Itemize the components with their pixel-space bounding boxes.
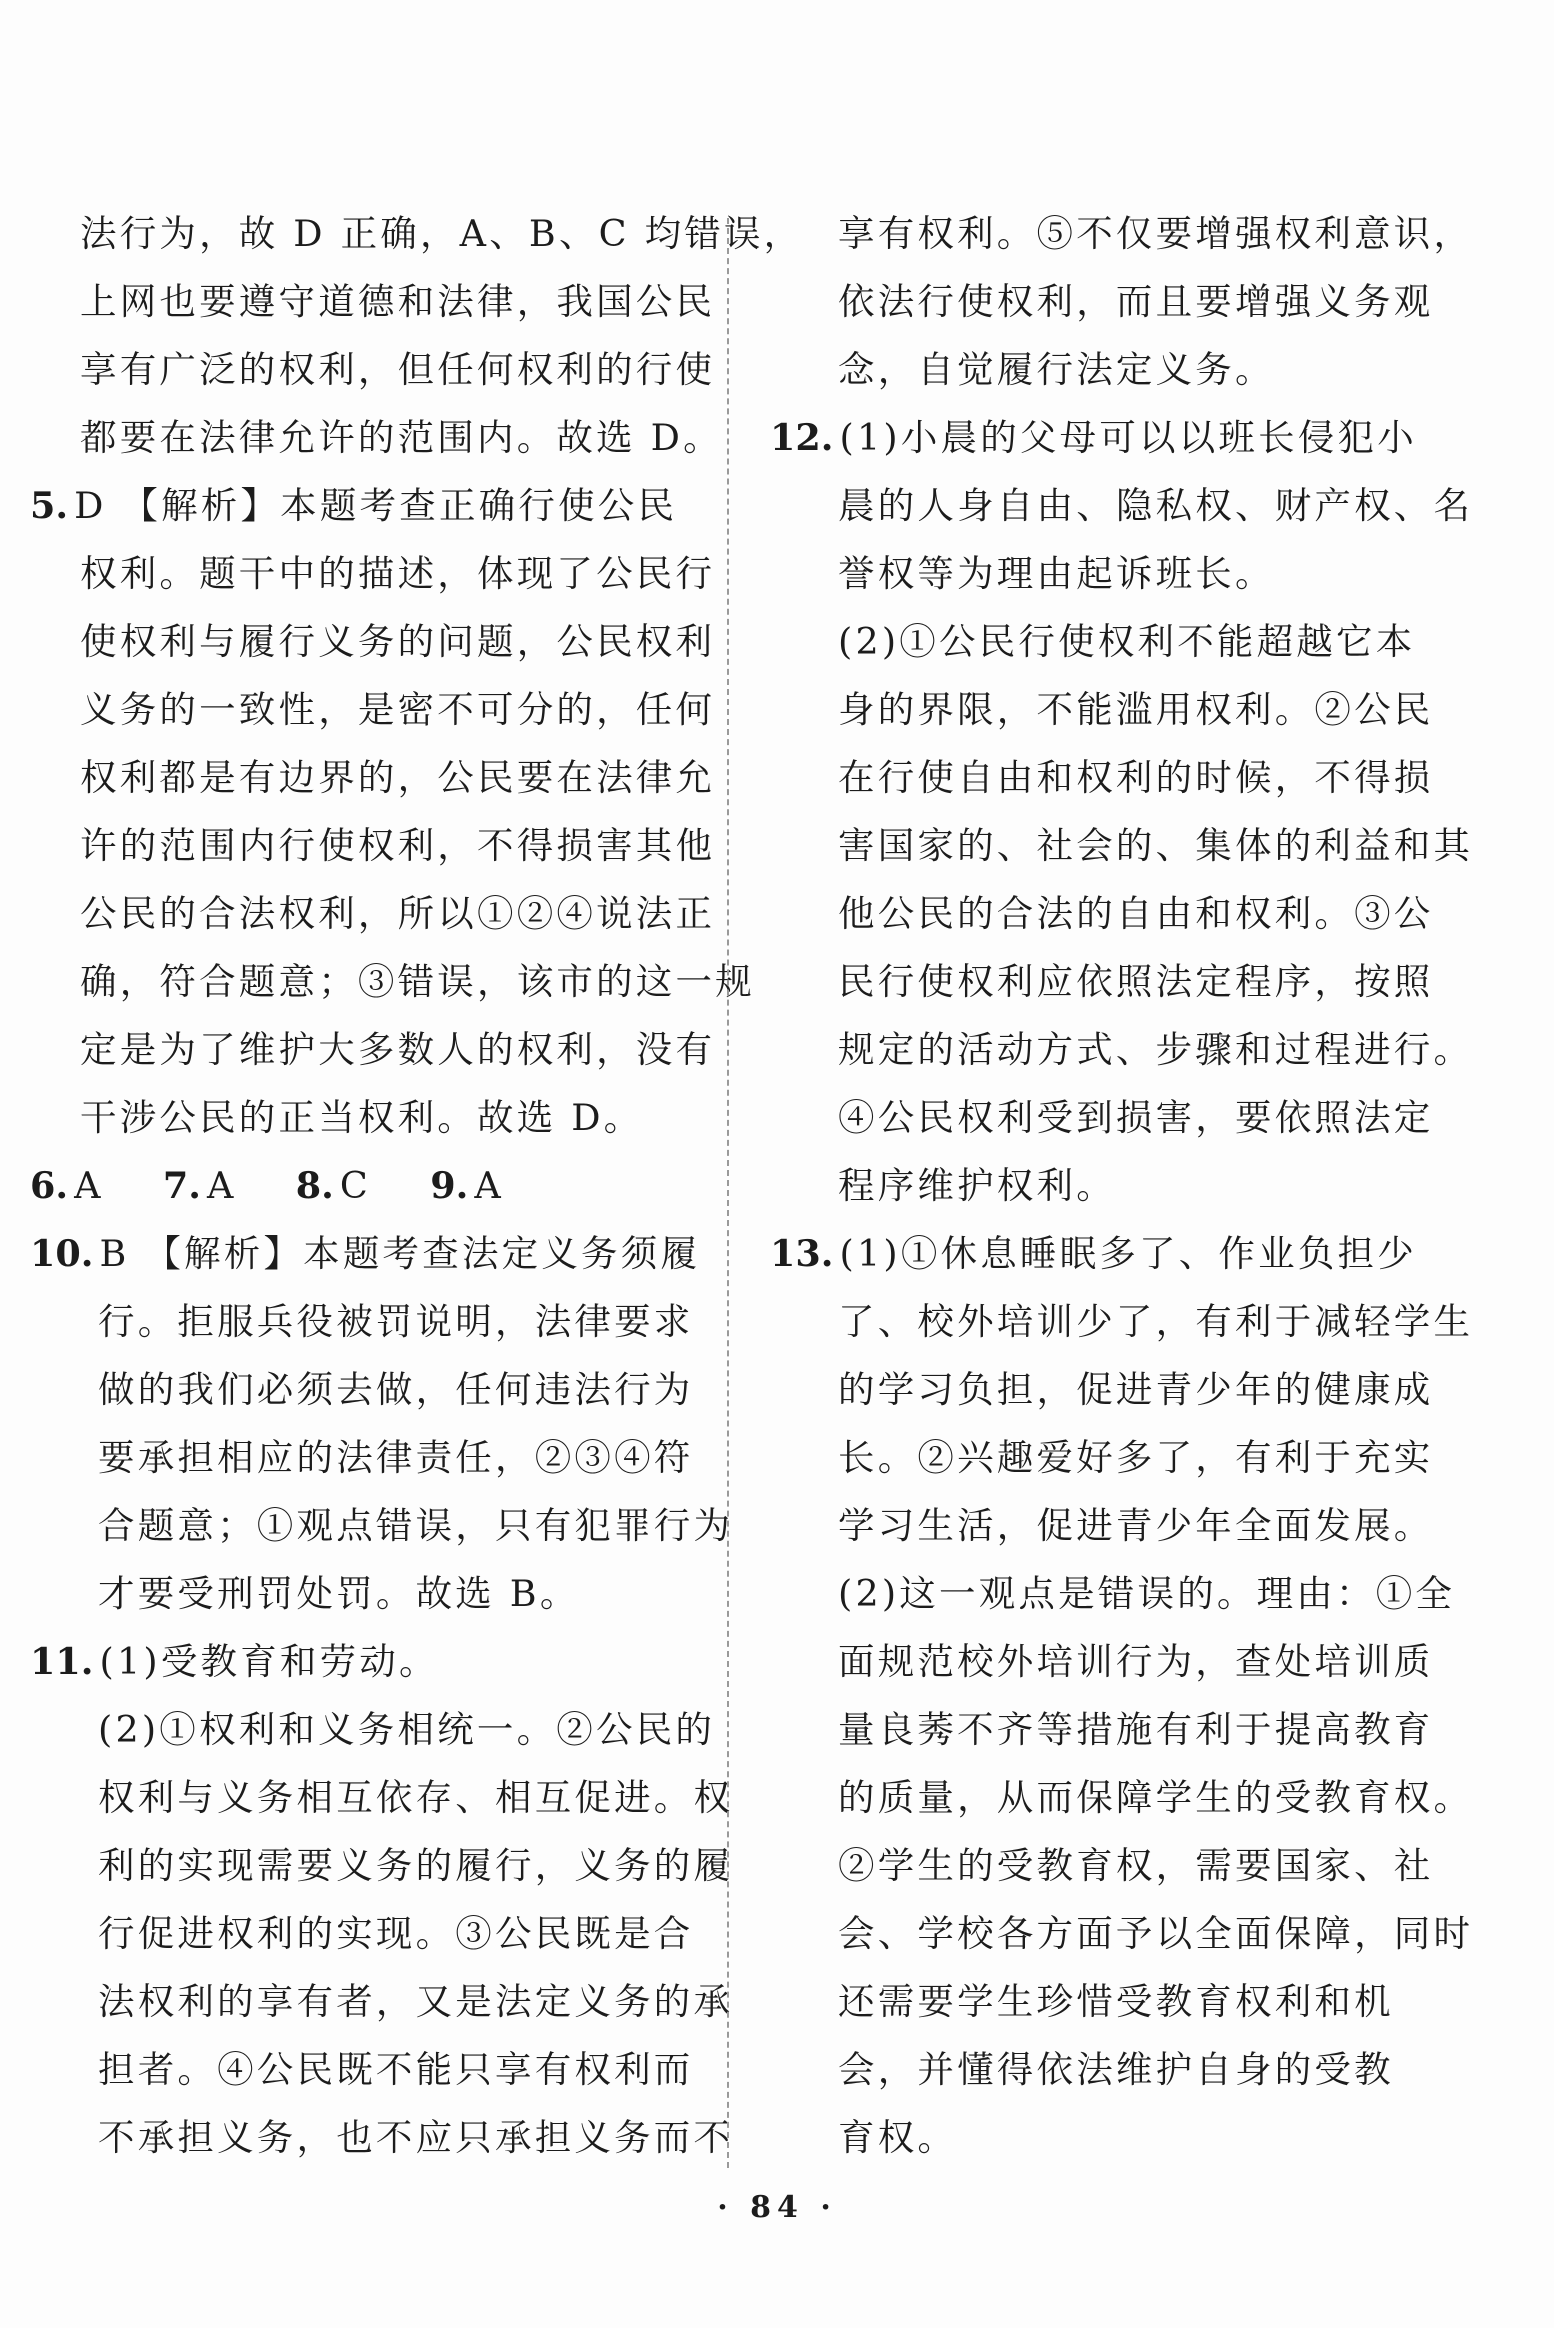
text-line: 公民的合法权利，所以①②④说法正 — [80, 892, 716, 935]
text-line: 育权。 — [838, 2116, 958, 2159]
text-line: 誉权等为理由起诉班长。 — [838, 552, 1275, 595]
text-line: 定是为了维护大多数人的权利，没有 — [80, 1028, 716, 1071]
item-number: 9. — [430, 1164, 469, 1207]
text-line: 的质量，从而保障学生的受教育权。 — [838, 1776, 1474, 1819]
text-line: 要承担相应的法律责任，②③④符 — [98, 1436, 694, 1479]
text-line: B 【解析】本题考查法定义务须履 — [99, 1232, 701, 1275]
text-line: 做的我们必须去做，任何违法行为 — [98, 1368, 694, 1411]
item-11 — [30, 1628, 734, 2172]
text-line: D 【解析】本题考查正确行使公民 — [74, 484, 678, 527]
text-line: 都要在法律允许的范围内。故选 D。 — [80, 416, 723, 459]
text-line: 在行使自由和权利的时候，不得损 — [838, 756, 1434, 799]
text-line: 担者。④公民既不能只享有权利而 — [98, 2048, 694, 2091]
text-line: 还需要学生珍惜受教育权利和机 — [838, 1980, 1394, 2023]
text-line: 权利。题干中的描述，体现了公民行 — [80, 552, 716, 595]
text-line: ④公民权利受到损害，要依照法定 — [838, 1096, 1434, 1139]
item-number: 13. — [770, 1232, 834, 1275]
item-number: 5. — [30, 484, 69, 527]
text-line: 身的界限，不能滥用权利。②公民 — [838, 688, 1434, 731]
text-line: 义务的一致性，是密不可分的，任何 — [80, 688, 716, 731]
answer: A — [474, 1164, 504, 1207]
text-line: 合题意；①观点错误，只有犯罪行为 — [98, 1504, 734, 1547]
item-12 — [770, 404, 1474, 1220]
text-line: (2)这一观点是错误的。理由：①全 — [838, 1572, 1456, 1615]
column-divider — [727, 218, 729, 2168]
text-line: 民行使权利应依照法定程序，按照 — [838, 960, 1434, 1003]
item-number: 11. — [30, 1640, 94, 1683]
text-line: 利的实现需要义务的履行，义务的履 — [98, 1844, 734, 1887]
text-line: 依法行使权利，而且要增强义务观 — [838, 280, 1434, 323]
text-line: 确，符合题意；③错误，该市的这一规 — [80, 960, 755, 1003]
text-line: (2)①权利和义务相统一。②公民的 — [98, 1708, 716, 1751]
text-line: 的学习负担，促进青少年的健康成 — [838, 1368, 1434, 1411]
text-line: 许的范围内行使权利，不得损害其他 — [80, 824, 716, 867]
text-line: 晨的人身自由、隐私权、财产权、名 — [838, 484, 1474, 527]
answer: A — [207, 1164, 237, 1207]
text-line: 念，自觉履行法定义务。 — [838, 348, 1275, 391]
answer: C — [339, 1164, 372, 1207]
item-number: 12. — [770, 416, 834, 459]
text-line: 才要受刑罚处罚。故选 B。 — [98, 1572, 580, 1615]
item-number: 10. — [30, 1232, 94, 1275]
item-5 — [30, 472, 755, 1152]
text-line: 权利与义务相互依存、相互促进。权 — [98, 1776, 734, 1819]
text-line: 长。②兴趣爱好多了，有利于充实 — [838, 1436, 1434, 1479]
text-line: 害国家的、社会的、集体的利益和其 — [838, 824, 1474, 867]
page-number: · 84 · — [717, 2190, 837, 2225]
text-line: 会、学校各方面予以全面保障，同时 — [838, 1912, 1474, 1955]
text-line: 享有广泛的权利，但任何权利的行使 — [80, 348, 716, 391]
right-column — [770, 200, 1474, 2172]
text-line: 面规范校外培训行为，查处培训质 — [838, 1640, 1434, 1683]
text-line: 权利都是有边界的，公民要在法律允 — [80, 756, 716, 799]
text-line: 量良莠不齐等措施有利于提高教育 — [838, 1708, 1434, 1751]
item-10 — [30, 1220, 734, 1628]
text-line: 行。拒服兵役被罚说明，法律要求 — [98, 1300, 694, 1343]
text-line: (1)小晨的父母可以以班长侵犯小 — [839, 416, 1417, 459]
text-line: 规定的活动方式、步骤和过程进行。 — [838, 1028, 1474, 1071]
text-line: 行促进权利的实现。③公民既是合 — [98, 1912, 694, 1955]
text-line: 他公民的合法的自由和权利。③公 — [838, 892, 1434, 935]
items-6-to-9 — [30, 1152, 720, 1220]
item-11-continuation — [770, 200, 1474, 404]
text-line: 了、校外培训少了，有利于减轻学生 — [838, 1300, 1474, 1343]
text-line: 程序维护权利。 — [838, 1164, 1116, 1207]
text-line: 使权利与履行义务的问题，公民权利 — [80, 620, 716, 663]
text-line: (1)受教育和劳动。 — [99, 1640, 439, 1683]
text-line: 不承担义务，也不应只承担义务而不 — [98, 2116, 734, 2159]
text-line: 会，并懂得依法维护自身的受教 — [838, 2048, 1394, 2091]
answer: A — [74, 1164, 104, 1207]
item-13 — [770, 1220, 1474, 2172]
text-line: 享有权利。⑤不仅要增强权利意识， — [838, 212, 1474, 255]
text-line: ②学生的受教育权，需要国家、社 — [838, 1844, 1434, 1887]
text-line: 法权利的享有者，又是法定义务的承 — [98, 1980, 734, 2023]
item-number: 7. — [162, 1164, 201, 1207]
text-line: 学习生活，促进青少年全面发展。 — [838, 1504, 1434, 1547]
text-line: 干涉公民的正当权利。故选 D。 — [80, 1096, 644, 1139]
item-number: 6. — [30, 1164, 69, 1207]
text-line: (2)①公民行使权利不能超越它本 — [838, 620, 1416, 663]
text-line: 法行为，故 D 正确，A、B、C 均错误， — [80, 212, 804, 255]
item-number: 8. — [295, 1164, 334, 1207]
text-line: (1)①休息睡眠多了、作业负担少 — [839, 1232, 1417, 1275]
text-line: 上网也要遵守道德和法律，我国公民 — [80, 280, 716, 323]
